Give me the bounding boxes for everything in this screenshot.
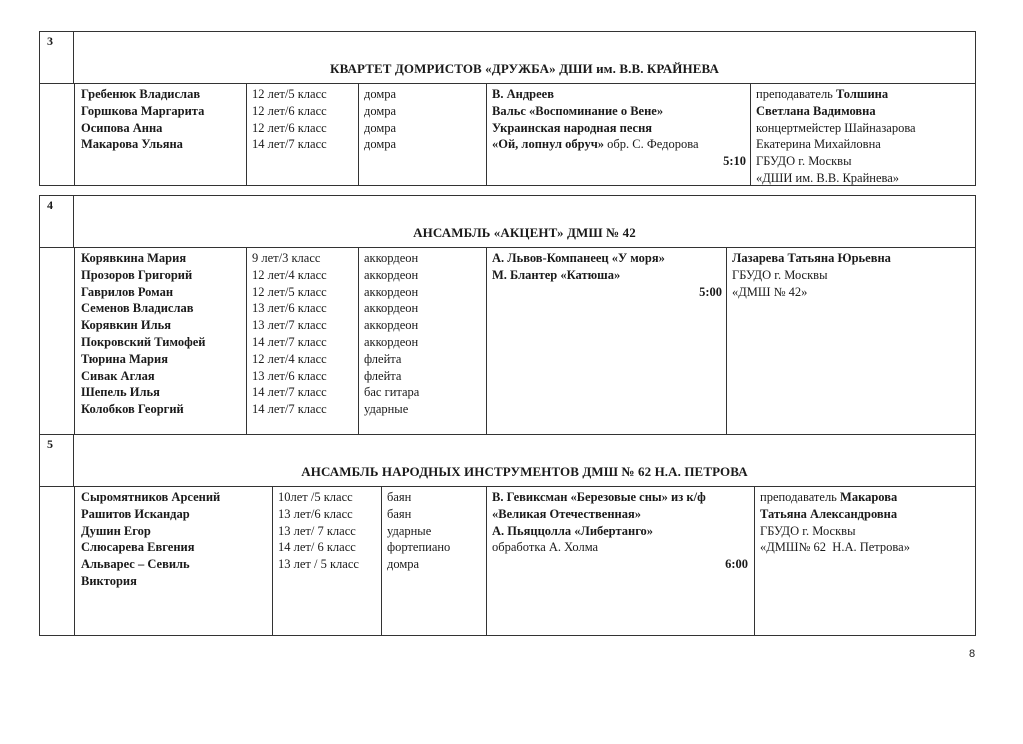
age-class: 14 лет/7 класс bbox=[252, 402, 327, 417]
participant-name: Рашитов Искандар bbox=[81, 506, 190, 521]
age-class: 12 лет/4 класс bbox=[252, 351, 327, 366]
age-class: 14 лет/7 класс bbox=[252, 137, 327, 152]
age-class: 12 лет/4 класс bbox=[252, 267, 327, 282]
teacher-line: Светлана Вадимовна bbox=[756, 103, 876, 118]
teacher-line: концертмейстер Шайназарова bbox=[756, 120, 916, 135]
section-table-3 bbox=[39, 31, 976, 186]
age-class: 9 лет/3 класс bbox=[252, 251, 321, 265]
program-line: Украинская народная песня bbox=[492, 120, 653, 135]
teacher-line: «ДШИ им. В.В. Крайнева» bbox=[756, 170, 900, 185]
age-class: 12 лет/6 класс bbox=[252, 120, 327, 135]
participant-name: Осипова Анна bbox=[81, 120, 163, 135]
ages-list bbox=[278, 489, 359, 573]
participant-name: Альварес – Севиль bbox=[81, 557, 190, 572]
age-class: 12 лет/5 класс bbox=[252, 284, 327, 299]
participant-name: Шепель Илья bbox=[81, 385, 160, 400]
duration: 6:00 bbox=[725, 557, 748, 572]
section-number: 4 bbox=[40, 196, 74, 247]
instrument: аккордеон bbox=[364, 334, 419, 349]
page-number: 8 bbox=[969, 648, 976, 660]
participant-name: Гребенюк Владислав bbox=[81, 87, 201, 101]
instrument: ударные bbox=[387, 523, 432, 538]
section-header-4 bbox=[40, 196, 975, 248]
section-table-4-5 bbox=[39, 195, 976, 636]
age-class: 13 лет / 5 класс bbox=[278, 557, 359, 572]
participant-name: Корявкина Мария bbox=[81, 251, 187, 265]
teacher-line: преподаватель Толшина bbox=[756, 87, 889, 101]
instrument: флейта bbox=[364, 351, 402, 366]
participant-name: Макарова Ульяна bbox=[81, 137, 183, 152]
age-class: 14 лет/ 6 класс bbox=[278, 540, 356, 555]
participant-name: Виктория bbox=[81, 573, 137, 588]
section-number: 3 bbox=[40, 32, 74, 83]
participant-name: Гаврилов Роман bbox=[81, 284, 174, 299]
instrument: аккордеон bbox=[364, 301, 419, 316]
instrument: флейта bbox=[364, 368, 402, 383]
section-header-5 bbox=[40, 435, 975, 487]
instrument: домра bbox=[387, 557, 420, 572]
instrument: фортепиано bbox=[387, 540, 451, 555]
teacher-block bbox=[732, 250, 891, 300]
instrument: аккордеон bbox=[364, 284, 419, 299]
program-block bbox=[492, 489, 748, 573]
age-class: 13 лет/6 класс bbox=[278, 506, 353, 521]
program-line: обработка А. Холма bbox=[492, 540, 599, 555]
participant-name: Сыромятников Арсений bbox=[81, 490, 221, 504]
duration: 5:10 bbox=[723, 154, 746, 169]
program-block bbox=[492, 86, 746, 170]
age-class: 14 лет/7 класс bbox=[252, 385, 327, 400]
participant-name: Горшкова Маргарита bbox=[81, 103, 205, 118]
instrument: домра bbox=[364, 120, 397, 135]
program-line: М. Блантер «Катюша» bbox=[492, 267, 621, 282]
instrument: бас гитара bbox=[364, 385, 420, 400]
program-line: «Ой, лопнул обруч» обр. С. Федорова bbox=[492, 137, 699, 152]
teacher-line: ГБУДО г. Москвы bbox=[732, 267, 828, 282]
section-title: АНСАМБЛЬ «АКЦЕНТ» ДМШ № 42 bbox=[413, 225, 636, 240]
teacher-block bbox=[760, 489, 910, 556]
instrument: аккордеон bbox=[364, 318, 419, 333]
participant-name: Семенов Владислав bbox=[81, 301, 194, 316]
teacher-line: «ДМШ № 42» bbox=[732, 284, 808, 299]
section-header-3 bbox=[40, 32, 975, 84]
participant-name: Прозоров Григорий bbox=[81, 267, 193, 282]
instruments-list bbox=[364, 86, 396, 153]
participant-name: Сивак Аглая bbox=[81, 368, 155, 383]
program-line: В. Гевиксман «Березовые сны» из к/ф bbox=[492, 490, 706, 504]
program-line: А. Пьяццолла «Либертанго» bbox=[492, 523, 654, 538]
participant-name: Тюрина Мария bbox=[81, 351, 168, 366]
teacher-line: Лазарева Татьяна Юрьевна bbox=[732, 251, 891, 265]
ages-list bbox=[252, 250, 327, 418]
participant-name: Слюсарева Евгения bbox=[81, 540, 195, 555]
age-class: 13 лет/ 7 класс bbox=[278, 523, 356, 538]
age-class: 10лет /5 класс bbox=[278, 490, 353, 504]
teacher-block bbox=[756, 86, 916, 187]
instruments-list bbox=[387, 489, 450, 573]
age-class: 14 лет/7 класс bbox=[252, 334, 327, 349]
section-body-3 bbox=[40, 84, 975, 186]
age-class: 13 лет/6 класс bbox=[252, 368, 327, 383]
age-class: 13 лет/6 класс bbox=[252, 301, 327, 316]
instrument: домра bbox=[364, 103, 397, 118]
section-body-5 bbox=[40, 487, 975, 635]
program-line: А. Львов-Компанеец «У моря» bbox=[492, 251, 665, 265]
instrument: ударные bbox=[364, 402, 409, 417]
teacher-line: ГБУДО г. Москвы bbox=[760, 523, 856, 538]
section-title: КВАРТЕТ ДОМРИСТОВ «ДРУЖБА» ДШИ им. В.В. КРАЙНЕВА bbox=[330, 61, 719, 76]
teacher-line: Татьяна Александровна bbox=[760, 506, 898, 521]
program-block bbox=[492, 250, 722, 300]
teacher-line: преподаватель Макарова bbox=[760, 490, 898, 504]
section-number: 5 bbox=[40, 435, 74, 486]
age-class: 12 лет/6 класс bbox=[252, 103, 327, 118]
teacher-line: ГБУДО г. Москвы bbox=[756, 154, 852, 169]
instrument: баян bbox=[387, 506, 412, 521]
participant-name: Покровский Тимофей bbox=[81, 334, 206, 349]
instrument: аккордеон bbox=[364, 267, 419, 282]
section-title: АНСАМБЛЬ НАРОДНЫХ ИНСТРУМЕНТОВ ДМШ № 62 Н.А. ПЕТРОВА bbox=[301, 464, 748, 479]
participants-list bbox=[81, 86, 204, 153]
duration: 5:00 bbox=[699, 284, 722, 299]
participants-list bbox=[81, 489, 220, 590]
section-body-4 bbox=[40, 248, 975, 435]
ages-list bbox=[252, 86, 327, 153]
instruments-list bbox=[364, 250, 419, 418]
participant-name: Душин Егор bbox=[81, 523, 151, 538]
teacher-line: «ДМШ№ 62 Н.А. Петрова» bbox=[760, 540, 910, 555]
program-line: «Великая Отечественная» bbox=[492, 506, 642, 521]
instrument: аккордеон bbox=[364, 251, 419, 265]
instrument: баян bbox=[387, 490, 412, 504]
teacher-line: Екатерина Михайловна bbox=[756, 137, 881, 152]
instrument: домра bbox=[364, 137, 397, 152]
age-class: 12 лет/5 класс bbox=[252, 87, 327, 101]
program-line: Вальс «Воспоминание о Вене» bbox=[492, 103, 664, 118]
participant-name: Корявкин Илья bbox=[81, 318, 171, 333]
instrument: домра bbox=[364, 87, 397, 101]
age-class: 13 лет/7 класс bbox=[252, 318, 327, 333]
participant-name: Колобков Георгий bbox=[81, 402, 184, 417]
program-line: В. Андреев bbox=[492, 87, 554, 101]
participants-list bbox=[81, 250, 205, 418]
